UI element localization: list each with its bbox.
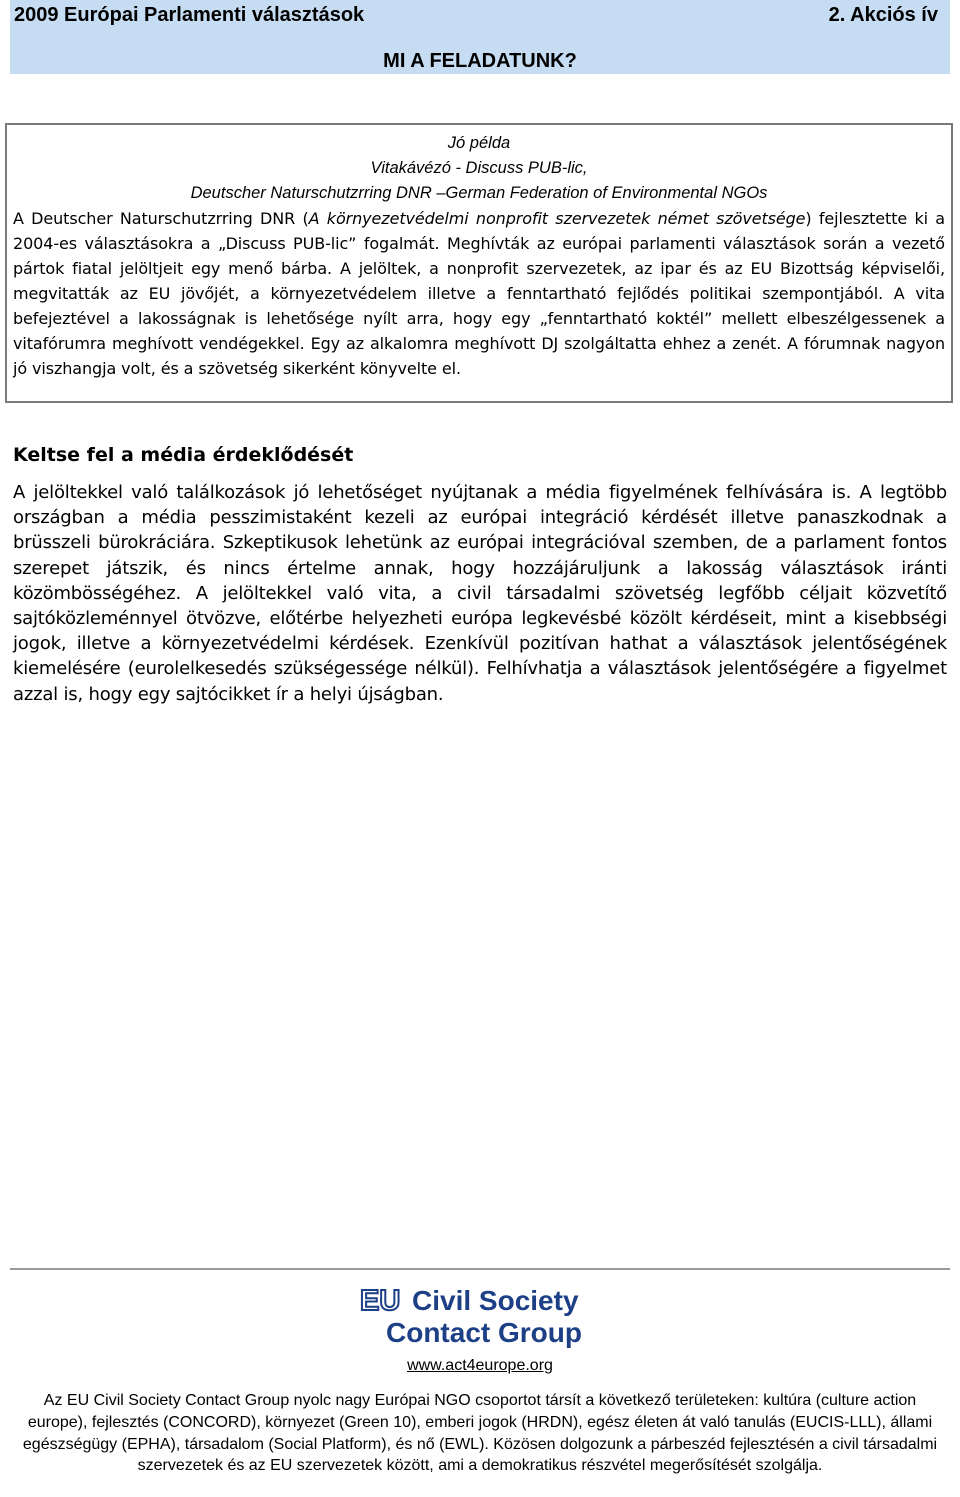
logo-line2: Contact Group [386, 1317, 582, 1348]
example-body-start: A Deutscher Naturschutzrring DNR ( [13, 209, 309, 228]
header-band [10, 0, 950, 74]
footer-divider [10, 1268, 950, 1270]
section-heading: MI A FELADATUNK? [383, 50, 577, 72]
sheet-label: 2. Akciós ív [828, 4, 938, 26]
example-body-italic: A környezetvédelmi nonprofit szervezetek német szövetsége [308, 209, 806, 228]
logo-eu-text: EU [360, 1285, 401, 1317]
eu-civil-society-logo [0, 1282, 960, 1353]
logo-graphic [360, 1282, 600, 1348]
website-link[interactable]: www.act4europe.org [407, 1357, 553, 1374]
good-example-box [5, 123, 953, 403]
document-title: 2009 Európai Parlamenti választások [14, 4, 365, 26]
example-label: Jó példa [447, 134, 511, 152]
media-section-title: Keltse fel a média érdeklődését [13, 444, 354, 466]
example-body-rest: ) fejlesztette ki a 2004-es választásokra a „Discuss PUB-lic” fogalmát. Meghívták az európai parlamenti választások során a vezető pártok fiatal jelöltjeit egy menő bárba. A jelöltek, a nonprofit szervezetek, az ipar és az EU Bizottság képviselői, megvitatták az EU jövőjét, a környezetvédelem illetve a fenntartható fejlődés politikai szempontjából. A vita befejeztével a lakosságnak is lehetősége nyílt arra, hogy egy „fenntartható koktél” mellett elbeszélgessenek a vitafórumra meghívott vendégekkel. Egy az alkalomra meghívott DJ szolgáltatta ehhez a zenét. A fórumnak nagyon jó viszhangja volt, és a szövetség sikerként könyvelte el. [13, 209, 946, 378]
media-section-body: A jelöltekkel való találkozások jó lehetőséget nyújtanak a média figyelmének felhívására is. A legtöbb országban a média pesszimistaként kezeli az európai integráció kérdését illetve panaszkodnak a brüsszeli bürokráciára. Szkeptikusok lehetünk az európai integrációval szemben, de a parlament fontos szerepet játszik, és nincs értelme annak, hogy hozzájáruljunk a lakosság választások iránti közömbösségéhez. A jelöltekkel való vita, a civil társadalmi szövetség legfőbb céljait közvetítő sajtóközleménnyel ötvözve, előtérbe helyezheti európa legkevésbé közölt kérdéseit, mint a kisebbségi jogok, illetve a környezetvédelmi kérdések. Ezenkívül pozitívan hathat a választások jelentőségének kiemelésére (eurolelkesedés szükségessége nélkül). Felhívhatja a választások jelentőségére a figyelmet azzal is, hogy egy sajtócikket ír a helyi újságban. [13, 482, 947, 705]
example-event-name: Vitakávézó - Discuss PUB-lic, [370, 159, 588, 177]
logo-line1: Civil Society [412, 1285, 579, 1316]
example-body [13, 206, 945, 381]
example-organization: Deutscher Naturschutzrring DNR –German Federation of Environmental NGOs [190, 184, 768, 202]
footer-description: Az EU Civil Society Contact Group nyolc nagy Európai NGO csoportot társít a következő területeken: kultúra (culture action europe), fejlesztés (CONCORD), környezet (Green 10), emberi jogok (HRDN), egész életen át való tanulás (EUCIS-LLL), állami egészségügy (EPHA), társadalom (Social Platform), és nő (EWL). Közösen dolgozunk a párbeszéd fejlesztésén a civil társadalmi szervezetek és az EU szervezetek között, ami a demokratikus részvétel megerősítését szolgálja. [22, 1392, 938, 1475]
